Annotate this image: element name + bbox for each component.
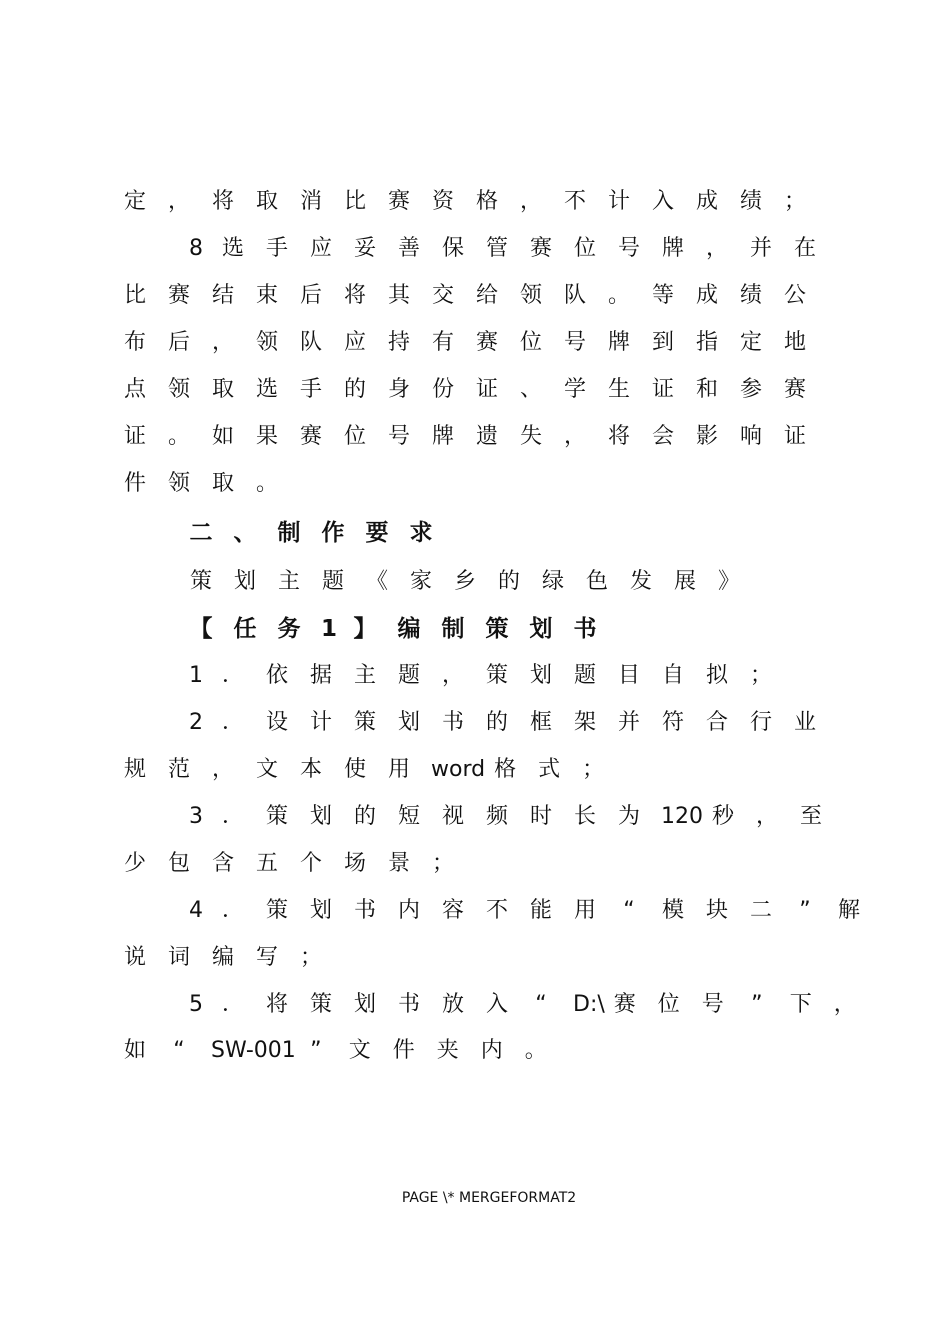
text-glyph: 范 [167, 757, 191, 782]
text-glyph: ， [211, 757, 235, 782]
text-line [0, 896, 950, 943]
text-glyph: 景 [387, 851, 411, 876]
text-glyph: 的 [343, 377, 367, 402]
text-glyph: 3 [189, 804, 203, 829]
text-glyph: D:\ [573, 992, 605, 1017]
text-glyph: 证 [475, 377, 499, 402]
text-glyph: 【 [189, 616, 213, 642]
text-glyph: 成 [695, 189, 719, 214]
text-glyph: 块 [705, 898, 729, 923]
text-glyph: 目 [617, 663, 641, 688]
text-glyph: 赛 [613, 992, 636, 1017]
text-glyph: 将 [211, 189, 235, 214]
text-glyph: 不 [563, 189, 587, 214]
text-line [0, 422, 950, 469]
text-glyph: 牌 [607, 330, 631, 355]
text-glyph: 策 [309, 992, 333, 1017]
text-glyph: ； [431, 851, 455, 876]
text-glyph: 制 [441, 616, 465, 642]
text-glyph: 本 [299, 757, 323, 782]
text-glyph: 份 [431, 377, 455, 402]
text-glyph: 合 [705, 710, 729, 735]
text-glyph: 在 [793, 236, 817, 261]
text-glyph: 框 [529, 710, 553, 735]
text-glyph: 使 [343, 757, 367, 782]
text-glyph: 比 [123, 283, 147, 308]
text-glyph: ． [221, 663, 245, 688]
text-glyph: 赛 [475, 330, 499, 355]
text-glyph: ； [582, 757, 605, 782]
text-glyph: 影 [695, 424, 719, 449]
text-glyph: 能 [529, 898, 553, 923]
text-glyph: 其 [387, 283, 411, 308]
text-glyph: 。 [167, 424, 191, 449]
text-glyph: “ [623, 898, 635, 923]
text-glyph: 用 [387, 757, 411, 782]
text-glyph: 领 [519, 283, 543, 308]
text-glyph: SW-001 [211, 1038, 296, 1063]
text-glyph: 符 [661, 710, 685, 735]
text-glyph: 位 [657, 992, 680, 1017]
text-line [0, 187, 950, 234]
text-glyph: 写 [255, 945, 279, 970]
text-glyph: 赛 [167, 283, 191, 308]
text-line [0, 234, 950, 281]
text-glyph: 身 [387, 377, 411, 402]
text-line [0, 990, 950, 1037]
text-line [0, 849, 950, 896]
text-glyph: 拟 [705, 663, 729, 688]
text-glyph: 、 [519, 377, 543, 402]
text-glyph: 领 [167, 471, 191, 496]
text-glyph: 划 [529, 663, 553, 688]
text-glyph: 。 [607, 283, 631, 308]
text-glyph: 》 [717, 569, 741, 594]
text-glyph: 文 [348, 1038, 371, 1063]
text-glyph: 1 [321, 616, 338, 642]
text-glyph: 资 [431, 189, 455, 214]
text-glyph: ， [211, 330, 235, 355]
text-glyph: 赛 [387, 189, 411, 214]
text-glyph: 用 [573, 898, 597, 923]
text-glyph: 号 [563, 330, 587, 355]
text-glyph: 书 [353, 898, 377, 923]
text-glyph: 的 [485, 710, 509, 735]
text-glyph: word [431, 757, 486, 782]
text-glyph: ， [705, 236, 729, 261]
text-glyph: 主 [277, 569, 301, 594]
text-glyph: 比 [343, 189, 367, 214]
text-glyph: 证 [651, 377, 675, 402]
text-glyph: 参 [739, 377, 763, 402]
text-glyph: 并 [749, 236, 773, 261]
text-glyph: 书 [441, 710, 465, 735]
text-glyph: 格 [494, 757, 517, 782]
text-glyph: 布 [123, 330, 147, 355]
text-glyph: 制 [277, 520, 301, 546]
text-glyph: 依 [265, 663, 289, 688]
text-glyph: 编 [211, 945, 235, 970]
text-glyph: ； [749, 663, 773, 688]
text-glyph: 设 [265, 710, 289, 735]
text-glyph: 如 [211, 424, 235, 449]
text-glyph: 】 [353, 616, 377, 642]
text-glyph: ， [167, 189, 191, 214]
text-glyph: 个 [299, 851, 323, 876]
text-glyph: 。 [524, 1038, 547, 1063]
text-glyph: 保 [441, 236, 465, 261]
text-glyph: 8 [189, 236, 203, 261]
text-glyph: 划 [309, 898, 333, 923]
text-glyph: 点 [123, 377, 147, 402]
text-glyph: 给 [475, 283, 499, 308]
text-glyph: 求 [409, 520, 433, 546]
text-glyph: 证 [123, 424, 147, 449]
text-glyph: 响 [739, 424, 763, 449]
text-glyph: 格 [475, 189, 499, 214]
text-line [0, 469, 950, 516]
text-glyph: 赛 [299, 424, 323, 449]
page-footer: PAGE \* MERGEFORMAT2 [401, 1190, 577, 1206]
text-line [0, 281, 950, 328]
text-glyph: 善 [397, 236, 421, 261]
text-glyph: ” [751, 992, 763, 1017]
text-glyph: 不 [485, 898, 509, 923]
text-glyph: 策 [265, 898, 289, 923]
text-glyph: 绩 [739, 189, 763, 214]
text-glyph: ， [755, 804, 779, 829]
text-glyph: 。 [255, 471, 279, 496]
text-glyph: ， [519, 189, 543, 214]
text-glyph: 题 [397, 663, 421, 688]
text-glyph: 后 [167, 330, 191, 355]
text-glyph: 任 [233, 616, 257, 642]
text-glyph: 色 [585, 569, 609, 594]
text-glyph: 1 [189, 663, 203, 688]
text-glyph: 赛 [783, 377, 807, 402]
text-glyph: 二 [749, 898, 773, 923]
text-glyph: 选 [255, 377, 279, 402]
text-glyph: 短 [397, 804, 421, 829]
text-glyph: 划 [233, 569, 257, 594]
text-glyph: 120 [661, 804, 703, 829]
text-glyph: 乡 [453, 569, 477, 594]
text-glyph: 学 [563, 377, 587, 402]
text-glyph: 遗 [475, 424, 499, 449]
text-glyph: 下 [789, 992, 812, 1017]
text-glyph: 等 [651, 283, 675, 308]
text-glyph: 位 [573, 236, 597, 261]
text-glyph: 编 [397, 616, 421, 642]
text-glyph: 划 [353, 992, 377, 1017]
text-glyph: 后 [299, 283, 323, 308]
text-glyph: ， [563, 424, 587, 449]
text-glyph: 解 [837, 898, 861, 923]
text-glyph: 少 [123, 851, 147, 876]
text-glyph: 频 [485, 804, 509, 829]
text-glyph: 赛 [529, 236, 553, 261]
text-glyph: ． [221, 804, 245, 829]
text-glyph: 规 [123, 757, 147, 782]
text-glyph: 秒 [711, 804, 735, 829]
text-glyph: 绩 [739, 283, 763, 308]
text-glyph: ” [799, 898, 811, 923]
text-glyph: 策 [485, 663, 509, 688]
text-glyph: 家 [409, 569, 433, 594]
text-glyph: 定 [123, 189, 147, 214]
text-glyph: 策 [353, 710, 377, 735]
text-glyph: “ [535, 992, 547, 1017]
text-glyph: 书 [573, 616, 597, 642]
text-glyph: ” [310, 1038, 322, 1063]
text-glyph: 手 [265, 236, 289, 261]
text-glyph: 号 [701, 992, 724, 1017]
text-glyph: 并 [617, 710, 641, 735]
text-glyph: 内 [480, 1038, 503, 1063]
text-glyph: 作 [321, 520, 345, 546]
text-glyph: ， [833, 992, 856, 1017]
text-glyph: 《 [365, 569, 389, 594]
text-glyph: 计 [607, 189, 631, 214]
text-glyph: 入 [651, 189, 675, 214]
text-line [0, 328, 950, 375]
text-glyph: 队 [563, 283, 587, 308]
text-glyph: 模 [661, 898, 685, 923]
text-glyph: 至 [799, 804, 823, 829]
text-glyph: 展 [673, 569, 697, 594]
text-line [0, 708, 950, 755]
text-glyph: 位 [343, 424, 367, 449]
text-glyph: 定 [739, 330, 763, 355]
text-glyph: 成 [695, 283, 719, 308]
text-glyph: 5 [189, 992, 203, 1017]
text-glyph: 场 [343, 851, 367, 876]
text-line [0, 661, 950, 708]
text-glyph: 视 [441, 804, 465, 829]
text-glyph: 说 [123, 945, 147, 970]
text-glyph: 束 [255, 283, 279, 308]
text-glyph: 据 [309, 663, 333, 688]
text-glyph: 管 [485, 236, 509, 261]
text-glyph: 会 [651, 424, 675, 449]
text-glyph: 如 [123, 1038, 147, 1063]
text-glyph: 领 [167, 377, 191, 402]
text-glyph: 架 [573, 710, 597, 735]
text-glyph: 号 [617, 236, 641, 261]
text-glyph: 将 [607, 424, 631, 449]
text-glyph: 包 [167, 851, 191, 876]
text-glyph: 领 [255, 330, 279, 355]
text-glyph: 词 [167, 945, 191, 970]
text-glyph: ． [221, 992, 245, 1017]
text-glyph: 选 [221, 236, 245, 261]
text-glyph: 果 [255, 424, 279, 449]
text-glyph: 的 [353, 804, 377, 829]
text-glyph: 队 [299, 330, 323, 355]
text-glyph: 件 [123, 471, 147, 496]
text-glyph: 和 [695, 377, 719, 402]
text-glyph: 号 [387, 424, 411, 449]
text-glyph: 策 [189, 569, 213, 594]
text-glyph: 式 [538, 757, 561, 782]
text-glyph: 业 [793, 710, 817, 735]
text-glyph: 的 [497, 569, 521, 594]
text-glyph: 划 [529, 616, 553, 642]
text-glyph: 指 [695, 330, 719, 355]
text-glyph: 策 [265, 804, 289, 829]
text-glyph: 证 [783, 424, 807, 449]
text-glyph: 取 [211, 471, 235, 496]
text-glyph: 书 [397, 992, 421, 1017]
text-glyph: 为 [617, 804, 641, 829]
text-glyph: ， [441, 663, 465, 688]
text-line [0, 375, 950, 422]
text-glyph: 放 [441, 992, 465, 1017]
text-glyph: 入 [485, 992, 509, 1017]
text-glyph: “ [173, 1038, 185, 1063]
text-line [0, 567, 950, 614]
text-glyph: 4 [189, 898, 203, 923]
text-glyph: ． [221, 898, 245, 923]
text-glyph: 应 [343, 330, 367, 355]
text-glyph: 地 [783, 330, 807, 355]
text-glyph: 容 [441, 898, 465, 923]
text-glyph: 2 [189, 710, 203, 735]
text-glyph: 务 [277, 616, 301, 642]
text-glyph: 时 [529, 804, 553, 829]
text-glyph: 公 [783, 283, 807, 308]
text-glyph: 位 [519, 330, 543, 355]
text-glyph: 交 [431, 283, 455, 308]
text-glyph: 二 [189, 520, 213, 546]
text-glyph: 计 [309, 710, 333, 735]
text-glyph: 有 [431, 330, 455, 355]
text-glyph: 件 [392, 1038, 415, 1063]
text-glyph: 要 [365, 520, 389, 546]
text-glyph: 主 [353, 663, 377, 688]
text-line [0, 1036, 950, 1083]
text-glyph: 牌 [661, 236, 685, 261]
text-glyph: 、 [233, 520, 257, 546]
text-glyph: 持 [387, 330, 411, 355]
text-glyph: 题 [573, 663, 597, 688]
section-heading [0, 518, 950, 565]
task-heading [0, 614, 950, 661]
text-glyph: 到 [651, 330, 675, 355]
text-glyph: 夹 [436, 1038, 459, 1063]
text-glyph: 题 [321, 569, 345, 594]
text-line [0, 802, 950, 849]
text-glyph: 消 [299, 189, 323, 214]
text-glyph: 发 [629, 569, 653, 594]
text-glyph: 将 [265, 992, 289, 1017]
text-glyph: 取 [211, 377, 235, 402]
text-glyph: 内 [397, 898, 421, 923]
text-glyph: 行 [749, 710, 773, 735]
text-glyph: 策 [485, 616, 509, 642]
text-glyph: 牌 [431, 424, 455, 449]
text-glyph: 应 [309, 236, 333, 261]
text-glyph: 划 [309, 804, 333, 829]
text-glyph: 失 [519, 424, 543, 449]
text-glyph: 长 [573, 804, 597, 829]
text-glyph: 五 [255, 851, 279, 876]
text-glyph: 生 [607, 377, 631, 402]
text-glyph: 结 [211, 283, 235, 308]
text-glyph: 将 [343, 283, 367, 308]
text-glyph: 手 [299, 377, 323, 402]
text-glyph: 妥 [353, 236, 377, 261]
text-glyph: ． [221, 710, 245, 735]
text-glyph: 自 [661, 663, 685, 688]
text-glyph: ； [783, 189, 807, 214]
text-glyph: ； [299, 945, 323, 970]
text-line [0, 943, 950, 990]
text-glyph: 划 [397, 710, 421, 735]
text-glyph: 文 [255, 757, 279, 782]
text-line [0, 755, 950, 802]
text-glyph: 含 [211, 851, 235, 876]
text-glyph: 绿 [541, 569, 565, 594]
text-glyph: 取 [255, 189, 279, 214]
